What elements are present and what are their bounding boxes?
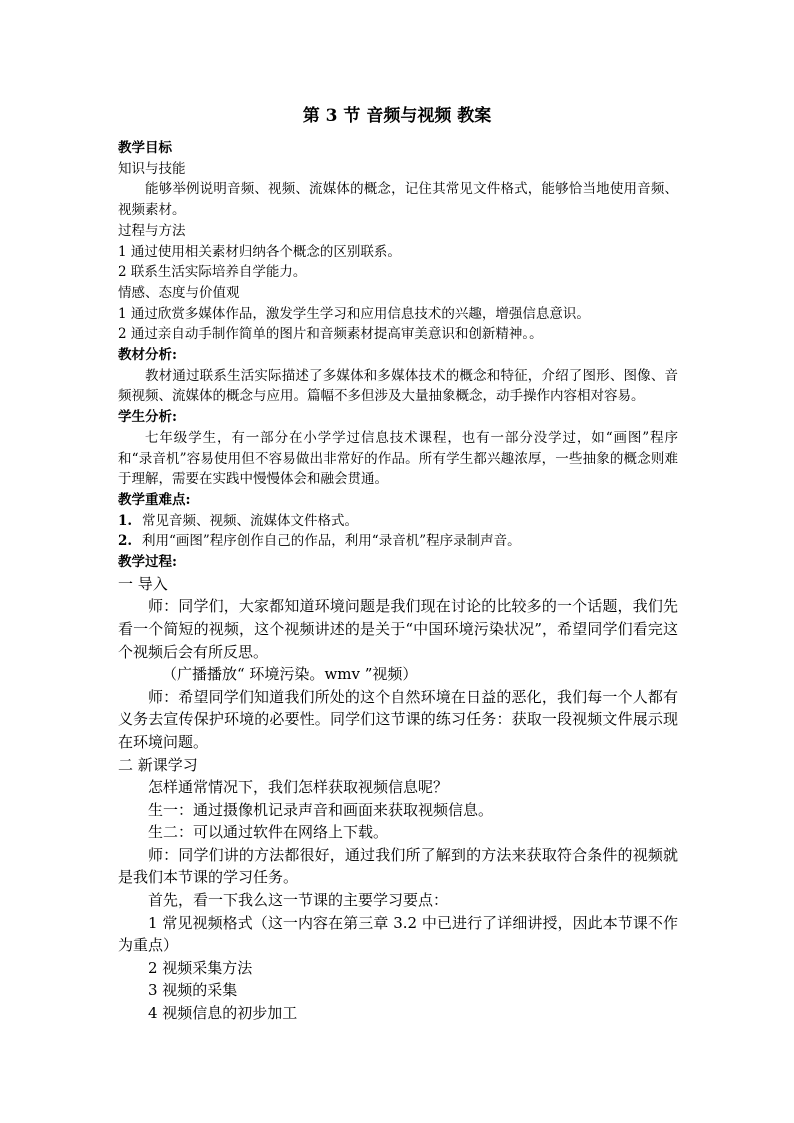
document-body [118, 138, 678, 1025]
student-answer-2: 生二：可以通过软件在网络上下载。 [148, 823, 389, 842]
learning-points-intro: 首先，看一下我么这一节课的主要学习要点： [148, 891, 449, 910]
emotion-item-1: 1 通过欣赏多媒体作品，激发学生学习和应用信息技术的兴趣，增强信息意识。 [118, 305, 590, 322]
intro-paragraph-2: 师：希望同学们知道我们所处的这个自然环境在日益的恶化，我们每一个人都有义务去宣传保护环境的必要性。同学们这节课的练习任务：获取一段视频文件展示现在环境问题。 [118, 687, 678, 751]
key-point-text: 利用“画图”程序创作自己的作品，利用“录音机”程序录制声音。 [142, 533, 521, 550]
learning-point-2: 2 视频采集方法 [148, 958, 253, 977]
lesson-question: 怎样通常情况下，我们怎样获取视频信息呢？ [148, 778, 449, 797]
material-text: 教材通过联系生活实际描述了多媒体和多媒体技术的概念和特征，介绍了图形、图像、音频视频、流媒体的概念与应用。篇幅不多但涉及大量抽象概念，动手操作内容相对容易。 [118, 367, 678, 405]
objectives-heading: 教学目标 [118, 140, 172, 156]
key-points-heading: 教学重难点: [118, 491, 191, 508]
process-item-2: 2 联系生活实际培养自学能力。 [118, 264, 307, 281]
knowledge-text: 能够举例说明音频、视频、流媒体的概念，记住其常见文件格式，能够恰当地使用音频、视频素材。 [118, 181, 678, 219]
key-point-number: 1. [118, 512, 133, 529]
key-point-1 [118, 511, 678, 532]
learning-point-3: 3 视频的采集 [148, 981, 238, 1000]
material-heading: 教材分析: [118, 347, 177, 364]
teaching-process-heading: 教学过程: [118, 554, 177, 571]
students-heading: 学生分析: [118, 409, 177, 426]
students-text: 七年级学生，有一部分在小学学过信息技术课程，也有一部分没学过，如“画图”程序和“录音机”容易使用但不容易做出非常好的作品。所有学生都兴趣浓厚，一些抽象的概念则难于理解，需要在实践中慢慢体会和融会贯通。 [118, 429, 678, 488]
learning-point-1: 1 常见视频格式（这一内容在第三章 3.2 中已进行了详细讲授，因此本节课不作为重点） [118, 913, 678, 955]
learning-point-4: 4 视频信息的初步加工 [148, 1004, 298, 1023]
section-intro-heading: 一 导入 [118, 574, 168, 593]
process-method-heading: 过程与方法 [118, 222, 186, 239]
emotion-item-2: 2 通过亲自动手制作简单的图片和音频素材提高审美意识和创新精神。。 [118, 326, 543, 343]
teacher-response: 师：同学们讲的方法都很好，通过我们所了解到的方法来获取符合条件的视频就是我们本节课的学习任务。 [118, 845, 678, 887]
knowledge-heading: 知识与技能 [118, 160, 186, 177]
broadcast-note: （广播播放“ 环境污染。wmv ”视频） [162, 665, 418, 684]
emotion-heading: 情感、态度与价值观 [118, 284, 240, 301]
key-point-text: 常见音频、视频、流媒体文件格式。 [142, 512, 358, 529]
key-point-number: 2. [118, 533, 133, 550]
student-answer-1: 生一：通过摄像机记录声音和画面来获取视频信息。 [148, 800, 494, 819]
page-title: 第 3 节 音频与视频 教案 [302, 106, 492, 126]
process-item-1: 1 通过使用相关素材归纳各个概念的区别联系。 [118, 243, 401, 260]
intro-paragraph-1: 师：同学们，大家都知道环境问题是我们现在讨论的比较多的一个话题，我们先看一个简短的视频，这个视频讲述的是关于“中国环境污染状况”，希望同学们看完这个视频后会有所反思。 [118, 597, 678, 661]
section-new-lesson-heading: 二 新课学习 [118, 755, 198, 774]
key-point-2 [118, 531, 678, 552]
